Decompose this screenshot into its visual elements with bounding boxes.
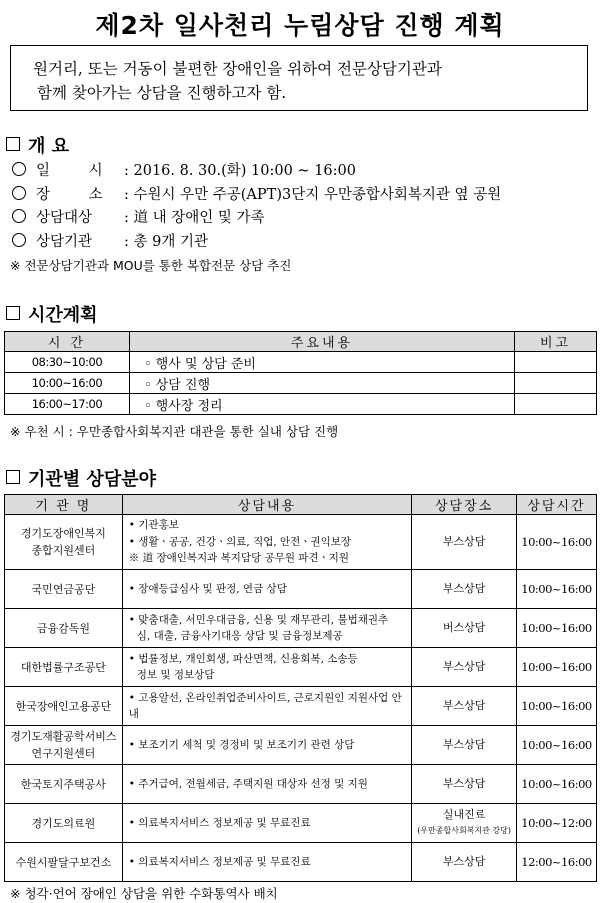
schedule-time: 16:00~17:00 xyxy=(5,394,130,415)
agency-content: • 기관홍보 • 생활ㆍ공공, 건강ㆍ의료, 직업, 안전ㆍ권익보장 ※ 道 장애인복지과 복지담당 공무원 파견ㆍ지원 xyxy=(122,515,411,570)
agency-place: 부스상담 xyxy=(412,648,517,687)
agency-header-row xyxy=(5,495,597,515)
agency-name: 경기도의료원 xyxy=(5,804,123,843)
schedule-content: ◦ 행사 및 상담 준비 xyxy=(129,352,514,373)
schedule-content: ◦ 행사장 정리 xyxy=(129,394,514,415)
agency-time: 12:00~16:00 xyxy=(516,843,596,882)
overview-note: ※ 전문상담기관과 MOU를 통한 복합전문 상담 추진 xyxy=(10,258,292,273)
table-row xyxy=(5,352,597,373)
overview-label: 상담기관 xyxy=(36,233,93,250)
agency-place: 부스상담 xyxy=(412,726,517,765)
table-row xyxy=(5,687,597,726)
agency-content: • 의료복지서비스 정보제공 및 무료진료 xyxy=(122,804,411,843)
intro-box xyxy=(10,45,588,111)
table-row xyxy=(5,373,597,394)
agency-time: 10:00~16:00 xyxy=(516,570,596,609)
agency-content: • 장애등급심사 및 판정, 연금 상담 xyxy=(122,570,411,609)
schedule-header-time: 시 간 xyxy=(5,332,130,352)
intro-line-1: 원거리, 또는 거동이 불편한 장애인을 위하여 전문상담기관과 xyxy=(33,60,442,78)
agency-place: 부스상담 xyxy=(412,687,517,726)
schedule-header-row xyxy=(5,332,597,352)
agency-time: 10:00~16:00 xyxy=(516,648,596,687)
schedule-header-note: 비고 xyxy=(515,332,597,352)
circle-bullet-icon xyxy=(12,233,26,247)
agency-content: • 주거급여, 전월세금, 주택지원 대상자 선정 및 지원 xyxy=(122,765,411,804)
agency-content: • 보조기기 세척 및 경정비 및 보조기기 관련 상담 xyxy=(122,726,411,765)
document-title: 제2차 일사천리 누림상담 진행 계획 xyxy=(95,11,505,40)
table-row xyxy=(5,570,597,609)
agency-time: 10:00~16:00 xyxy=(516,726,596,765)
agency-place: 실내진료 (우만종합사회복지관 강당) xyxy=(412,804,517,843)
agency-name: 한국토지주택공사 xyxy=(5,765,123,804)
schedule-note xyxy=(515,352,597,373)
circle-bullet-icon xyxy=(12,209,26,223)
agency-place: 부스상담 xyxy=(412,570,517,609)
table-row xyxy=(5,804,597,843)
overview-value: : 총 9개 기관 xyxy=(124,233,208,250)
schedule-time: 08:30~10:00 xyxy=(5,352,130,373)
section-heading-overview xyxy=(6,132,69,158)
agency-header-place: 상담장소 xyxy=(412,495,517,515)
overview-label: 장 소 xyxy=(36,186,120,203)
agency-content: • 의료복지서비스 정보제공 및 무료진료 xyxy=(122,843,411,882)
schedule-note xyxy=(515,394,597,415)
agency-content: • 고용알선, 온라인취업준비사이트, 근로지원인 지원사업 안내 xyxy=(122,687,411,726)
table-row xyxy=(5,394,597,415)
square-bullet-icon xyxy=(6,137,20,151)
table-row xyxy=(5,843,597,882)
table-row xyxy=(5,726,597,765)
table-row xyxy=(5,515,597,570)
section-heading-overview-text: 개 요 xyxy=(28,136,70,157)
schedule-header-content: 주요내용 xyxy=(129,332,514,352)
agency-time: 10:00~12:00 xyxy=(516,804,596,843)
agency-name: 경기도재활공학서비스 연구지원센터 xyxy=(5,726,123,765)
agency-name: 대한법률구조공단 xyxy=(5,648,123,687)
schedule-table xyxy=(4,331,597,415)
section-heading-schedule-text: 시간계획 xyxy=(28,305,98,326)
agency-name: 금융감독원 xyxy=(5,609,123,648)
overview-list xyxy=(12,160,501,254)
agency-time: 10:00~16:00 xyxy=(516,515,596,570)
schedule-note xyxy=(515,373,597,394)
agency-header-org: 기 관 명 xyxy=(5,495,123,515)
overview-value: : 2016. 8. 30.(화) 10:00 ~ 16:00 xyxy=(124,163,356,179)
overview-item xyxy=(12,160,501,184)
square-bullet-icon xyxy=(6,306,20,320)
overview-value: : 道 내 장애인 및 가족 xyxy=(124,210,265,226)
overview-label: 일 시 xyxy=(36,163,120,179)
agency-note: ※ 청각·언어 장애인 상담을 위한 수화통역사 배치 xyxy=(10,886,278,901)
overview-label: 상담대상 xyxy=(36,210,93,226)
agency-content: • 맞춤대출, 서민우대금융, 신용 및 재무관리, 불법채권추 심, 대출, 금융사기대응 상담 및 금융정보제공 xyxy=(122,609,411,648)
circle-bullet-icon xyxy=(12,186,26,200)
agency-header-content: 상담내용 xyxy=(122,495,411,515)
overview-item xyxy=(12,184,501,208)
agency-name: 한국장애인고용공단 xyxy=(5,687,123,726)
square-bullet-icon xyxy=(6,470,20,484)
agency-time: 10:00~16:00 xyxy=(516,687,596,726)
intro-line-2: 함께 찾아가는 상담을 진행하고자 함. xyxy=(37,84,287,102)
agency-time: 10:00~16:00 xyxy=(516,609,596,648)
agency-name: 수원시팔달구보건소 xyxy=(5,843,123,882)
agency-table xyxy=(4,494,597,882)
table-row xyxy=(5,609,597,648)
schedule-time: 10:00~16:00 xyxy=(5,373,130,394)
agency-place: 부스상담 xyxy=(412,515,517,570)
section-heading-agencies xyxy=(6,465,156,491)
schedule-note-text: ※ 우천 시 : 우만종합사회복지관 대관을 통한 실내 상담 진행 xyxy=(10,424,339,439)
section-heading-agencies-text: 기관별 상담분야 xyxy=(28,469,156,490)
agency-place: 부스상담 xyxy=(412,765,517,804)
overview-value: : 수원시 우만 주공(APT)3단지 우만종합사회복지관 옆 공원 xyxy=(124,186,502,203)
agency-content: • 법률정보, 개인회생, 파산면책, 신용회복, 소송등 정보 및 정보상담 xyxy=(122,648,411,687)
agency-place: 버스상담 xyxy=(412,609,517,648)
table-row xyxy=(5,765,597,804)
agency-header-time: 상담시간 xyxy=(516,495,596,515)
agency-place: 부스상담 xyxy=(412,843,517,882)
overview-item xyxy=(12,207,501,231)
section-heading-schedule xyxy=(6,301,98,327)
schedule-content: ◦ 상담 진행 xyxy=(129,373,514,394)
agency-time: 10:00~16:00 xyxy=(516,765,596,804)
agency-name: 국민연금공단 xyxy=(5,570,123,609)
overview-item xyxy=(12,231,501,255)
agency-name: 경기도장애인복지 종합지원센터 xyxy=(5,515,123,570)
circle-bullet-icon xyxy=(12,162,26,176)
table-row xyxy=(5,648,597,687)
